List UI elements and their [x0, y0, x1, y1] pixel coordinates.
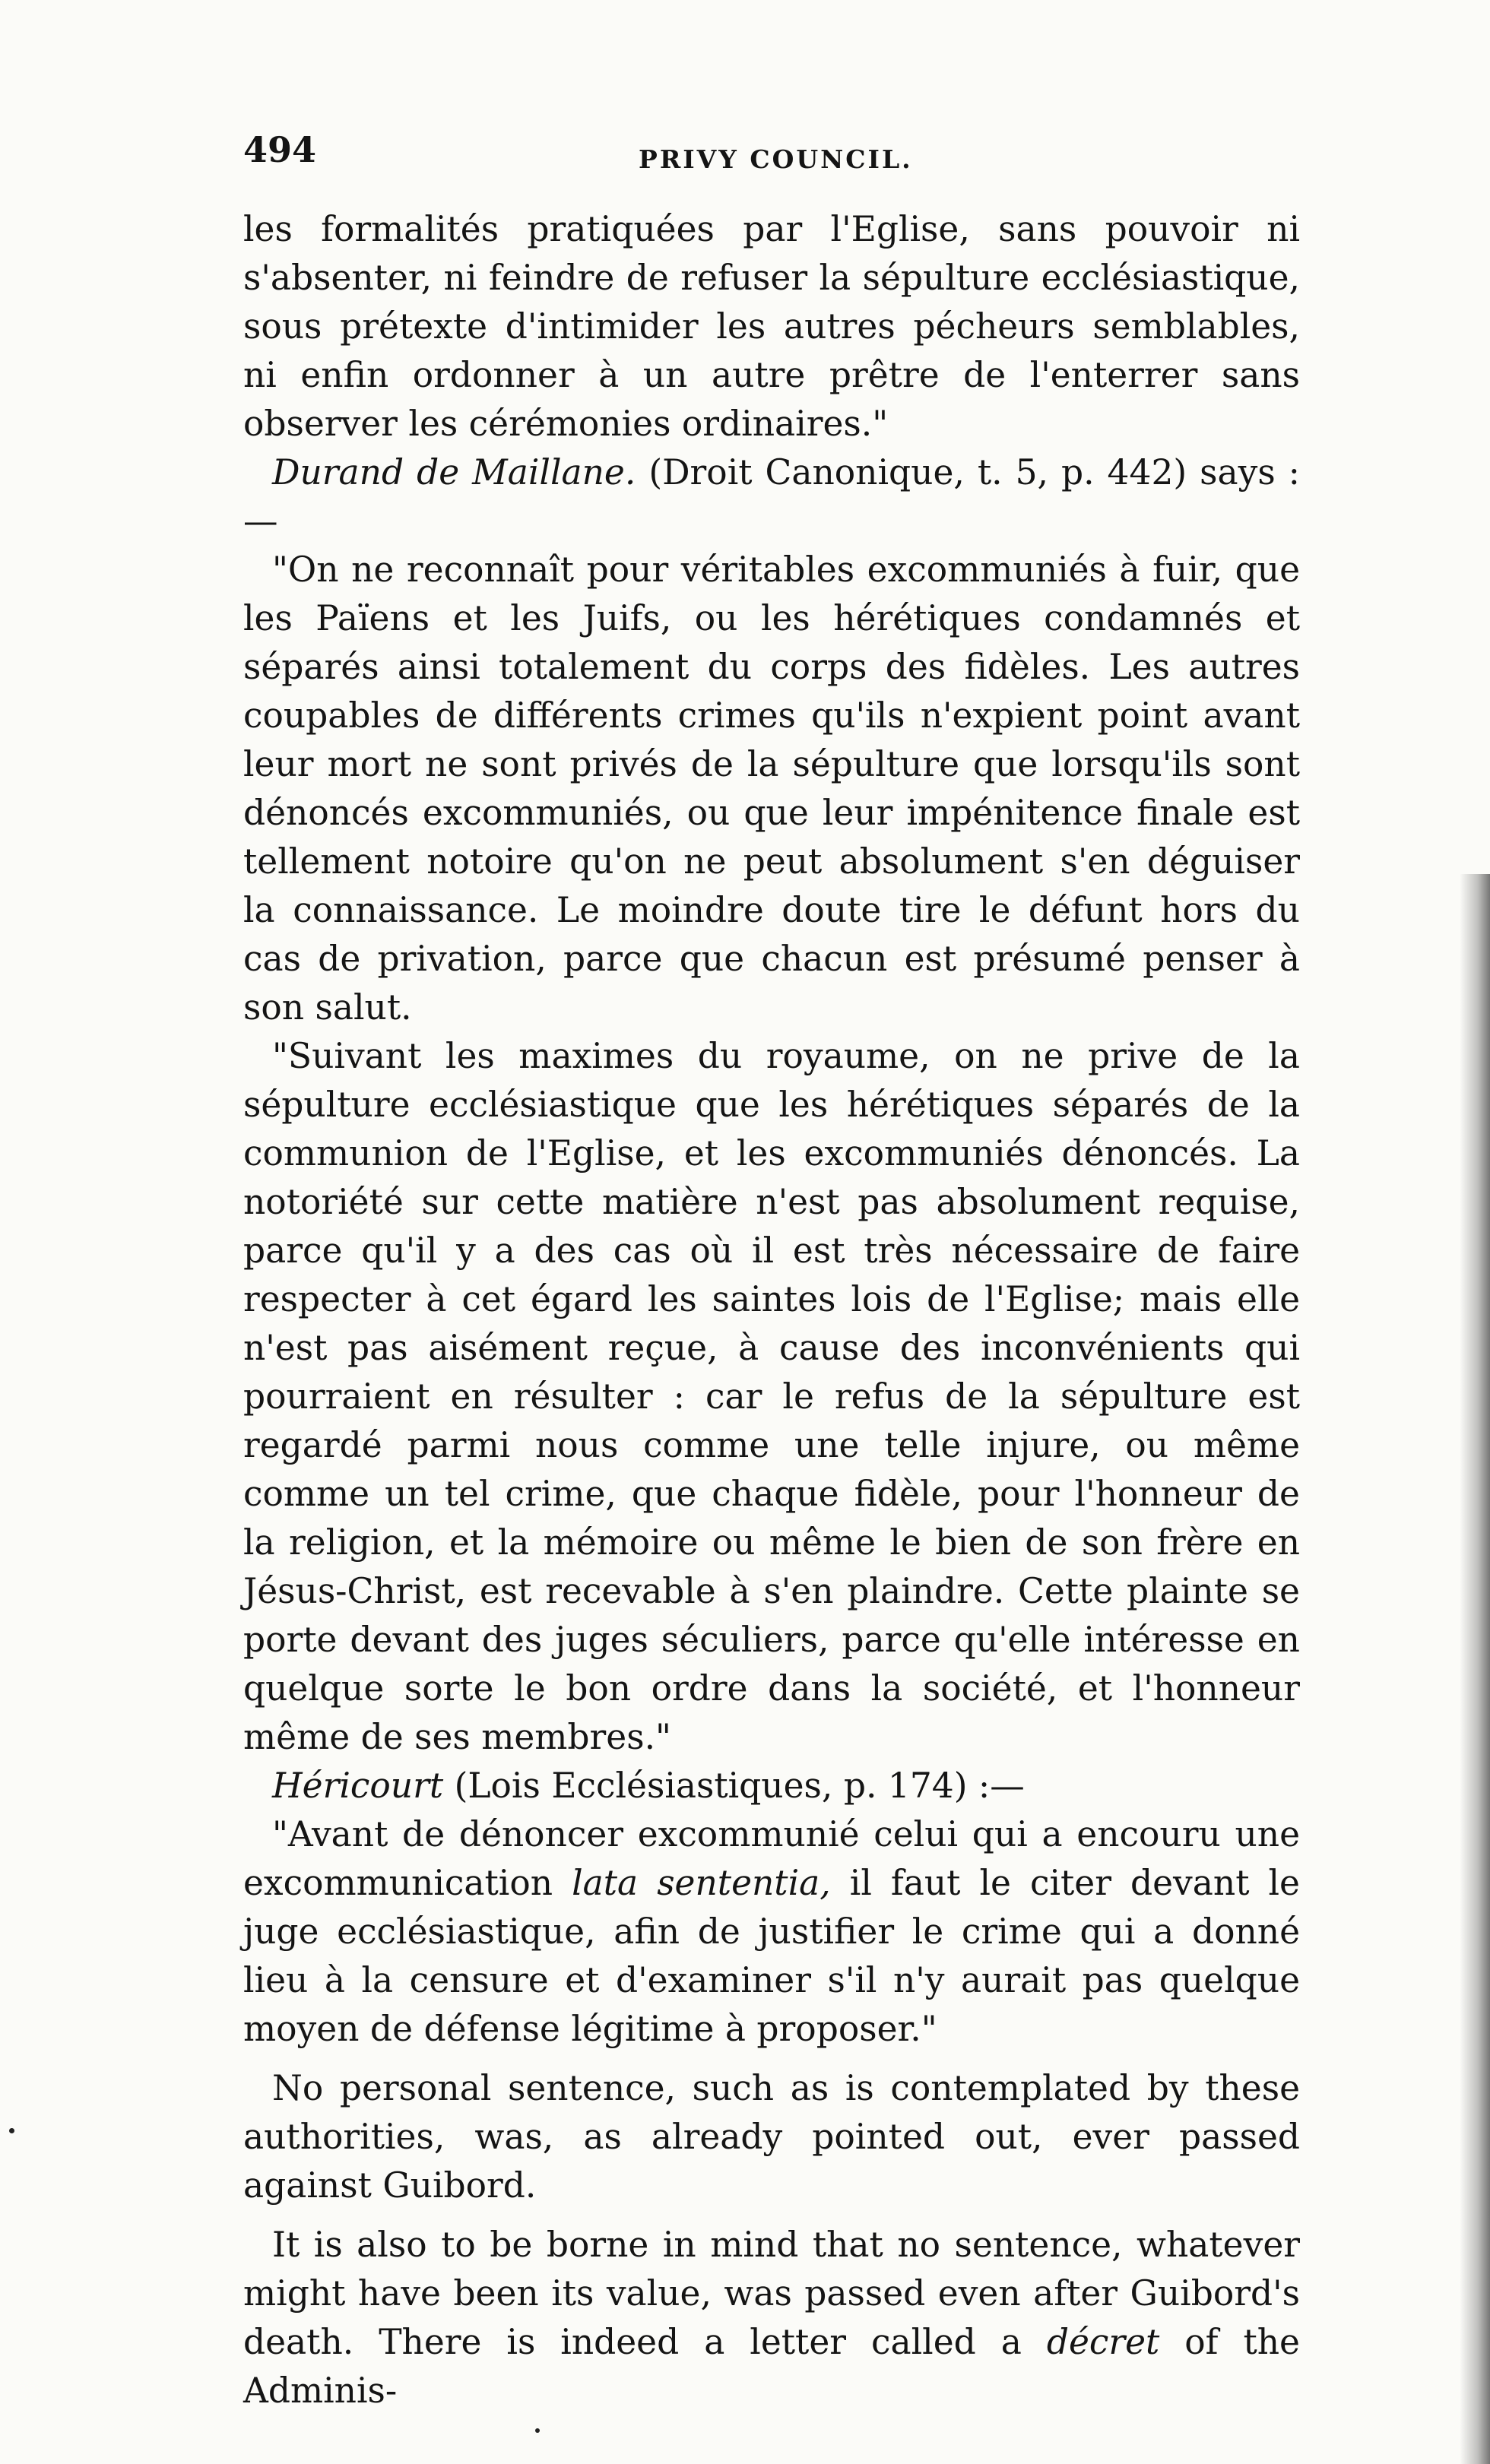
- paragraph-7-text: No personal sentence, such as is contemplated by these authorities, was, as already pointed out, ever passed against Guibord.: [243, 2068, 1300, 2206]
- paragraph-8: [243, 2221, 1300, 2415]
- book-page: [243, 114, 1300, 2415]
- running-title: PRIVY COUNCIL.: [639, 144, 913, 174]
- scan-speck: [535, 2428, 540, 2433]
- latin-phrase: lata sententia,: [572, 1863, 831, 1903]
- paragraph-3-text: "On ne reconnaît pour véritables excommuniés à fuir, que les Païens et les Juifs, ou les hérétiques condamnés et séparés ainsi totalement du corps des fidèles. Les autres coupables de différents crimes qu'ils n'expient point avant leur mort ne sont privés de la sépulture que lorsqu'ils sont dénoncés excommuniés, ou que leur impénitence finale est tellement notoire qu'on ne peut absolument s'en déguiser la connaissance. Le moindre doute tire le défunt hors du cas de privation, parce que chacun est présumé penser à son salut.: [243, 549, 1300, 1028]
- page-number: 494: [243, 129, 317, 170]
- paragraph-7: [243, 2064, 1300, 2210]
- running-head: [243, 114, 1300, 205]
- paragraph-2: [243, 448, 1300, 546]
- paragraph-5-text: (Lois Ecclésiastiques, p. 174) :—: [443, 1766, 1025, 1806]
- paragraph-4-text: "Suivant les maximes du royaume, on ne prive de la sépulture ecclésiastique que les hérétiques séparés de la communion de l'Eglise, et les excommuniés dénoncés. La notoriété sur cette matière n'est pas absolument requise, parce qu'il y a des cas où il est très nécessaire de faire respecter à cet égard les saintes lois de l'Eglise; mais elle n'est pas aisément reçue, à cause des inconvénients qui pourraient en résulter : car le refus de la sépulture est regardé parmi nous comme une telle injure, ou même comme un tel crime, que chaque fidèle, pour l'honneur de la religion, et la mémoire ou même le bien de son frère en Jésus-Christ, est recevable à s'en plaindre. Cette plainte se porte devant des juges séculiers, parce qu'elle intéresse en quelque sorte le bon ordre dans la société, et l'honneur même de ses membres.": [243, 1036, 1300, 1757]
- paragraph-6-text-after: il faut le citer devant le juge ecclésiastique, afin de justifier le crime qui a donné lieu à la censure et d'examiner s'il n'y aurait pas quelque moyen de défense légitime à proposer.": [243, 1863, 1300, 2049]
- author-name-durand: Durand de Maillane.: [272, 452, 636, 492]
- scan-spine-shadow: [1460, 874, 1490, 2464]
- paragraph-1: [243, 205, 1300, 448]
- paragraph-3: [243, 546, 1300, 1032]
- paragraph-8-text-after: of the Adminis-: [243, 2322, 1300, 2411]
- body-text: [243, 205, 1300, 2415]
- paragraph-1-text: les formalités pratiquées par l'Eglise, sans pouvoir ni s'absenter, ni feindre de refuser la sépulture ecclésiastique, sous prétexte d'intimider les autres pécheurs semblables, ni enfin ordonner à un autre prêtre de l'enterrer sans observer les cérémonies ordinaires.": [243, 209, 1300, 444]
- paragraph-4: [243, 1032, 1300, 1762]
- paragraph-6: [243, 1810, 1300, 2054]
- scan-speck: [9, 2128, 14, 2133]
- paragraph-6-text-before: "Avant de dénoncer excommunié celui qui a encouru une excommunication: [243, 1814, 1300, 1903]
- decret-word: décret: [1046, 2322, 1160, 2362]
- paragraph-5: [243, 1762, 1300, 1810]
- author-name-hericourt: Héricourt: [272, 1766, 444, 1806]
- paragraph-8-text-before: It is also to be borne in mind that no sentence, whatever might have been its value, was passed even after Guibord's death. There is indeed a letter called a: [243, 2225, 1300, 2362]
- paragraph-2-text: (Droit Canonique, t. 5, p. 442) says :—: [243, 452, 1301, 541]
